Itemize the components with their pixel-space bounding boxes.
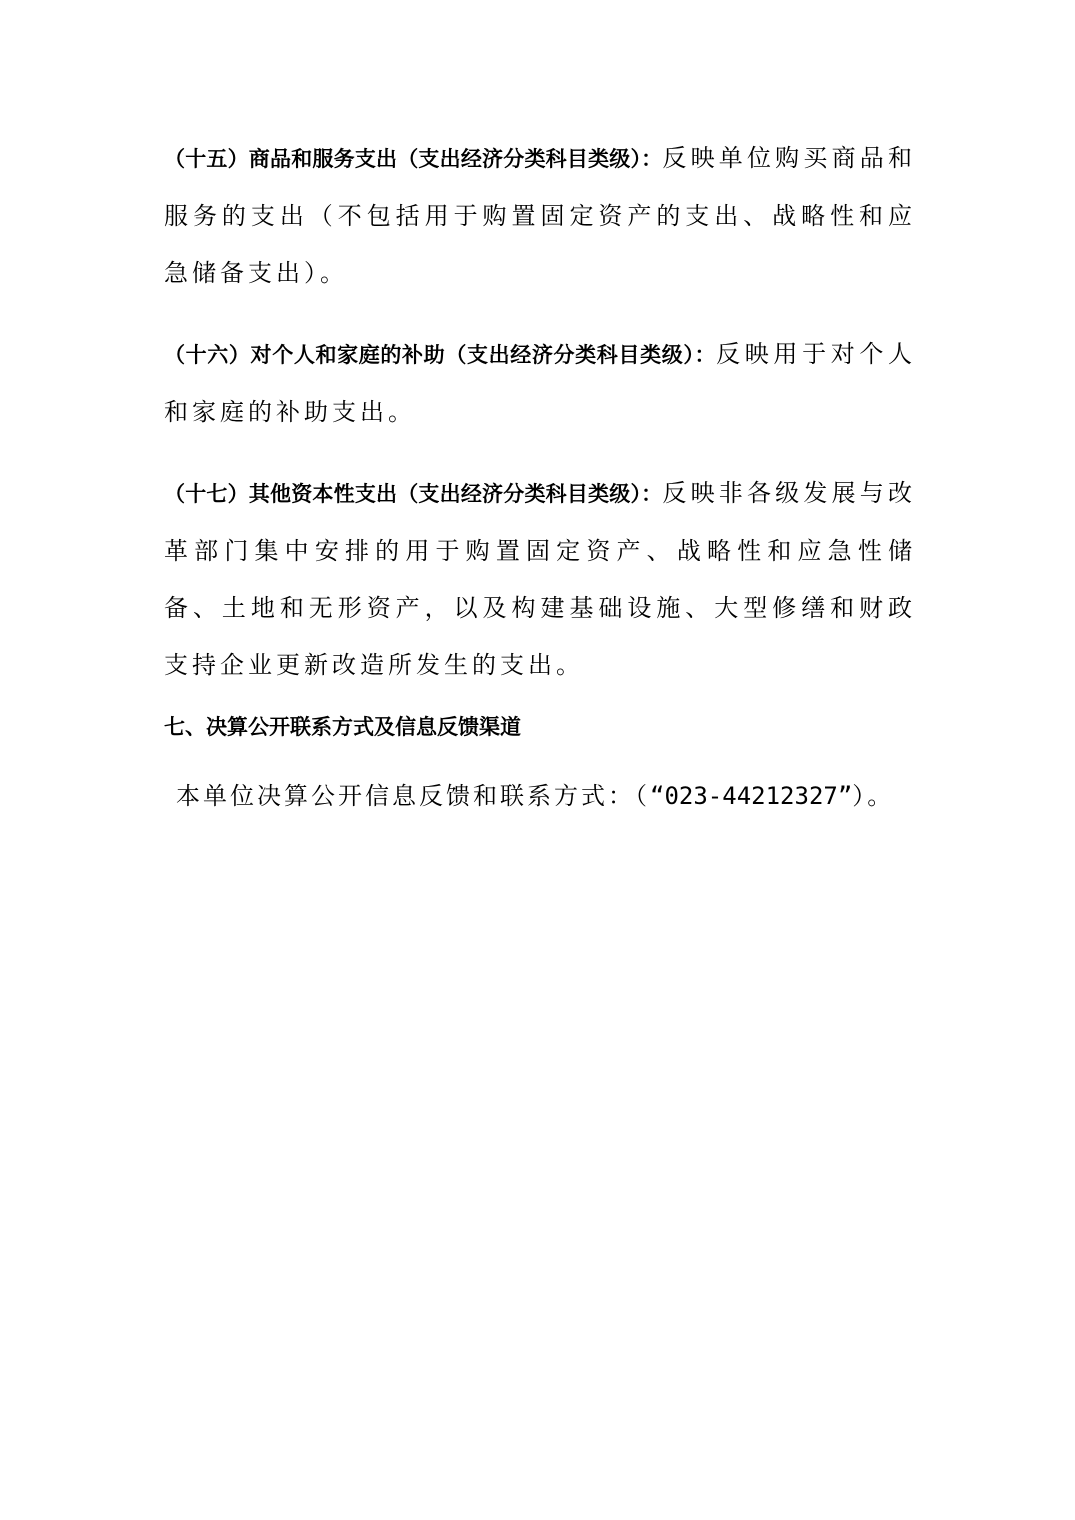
paragraph-other-capital-expenditure xyxy=(164,465,916,694)
contact-text: 本单位决算公开信息反馈和联系方式：（ xyxy=(176,782,650,810)
paragraph-goods-and-services xyxy=(164,130,916,302)
contact-line xyxy=(176,776,894,816)
paragraph-lead: （十六）对个人和家庭的补助（支出经济分类科目类级）： xyxy=(164,343,717,367)
paragraph-body: 反映单位购买商品和服务的支出（不包括用于购置固定资产的支出、战略性和应急储备支出）。 xyxy=(164,144,916,287)
paragraph-body: 反映非各级发展与改革部门集中安排的用于购置固定资产、战略性和应急性储备、土地和无形资产，以及构建基础设施、大型修缮和财政支持企业更新改造所发生的支出。 xyxy=(164,479,916,679)
paragraph-body: 反映用于对个人和家庭的补助支出。 xyxy=(164,340,916,426)
paragraph-lead: （十七）其他资本性支出（支出经济分类科目类级）： xyxy=(164,482,663,506)
paragraph-lead: （十五）商品和服务支出（支出经济分类科目类级）： xyxy=(164,147,663,171)
contact-end: ）。 xyxy=(852,782,895,810)
contact-phone: “023-44212327” xyxy=(650,782,853,810)
paragraph-household-subsidy xyxy=(164,326,916,441)
section-heading: 七、决算公开联系方式及信息反馈渠道 xyxy=(164,715,521,739)
